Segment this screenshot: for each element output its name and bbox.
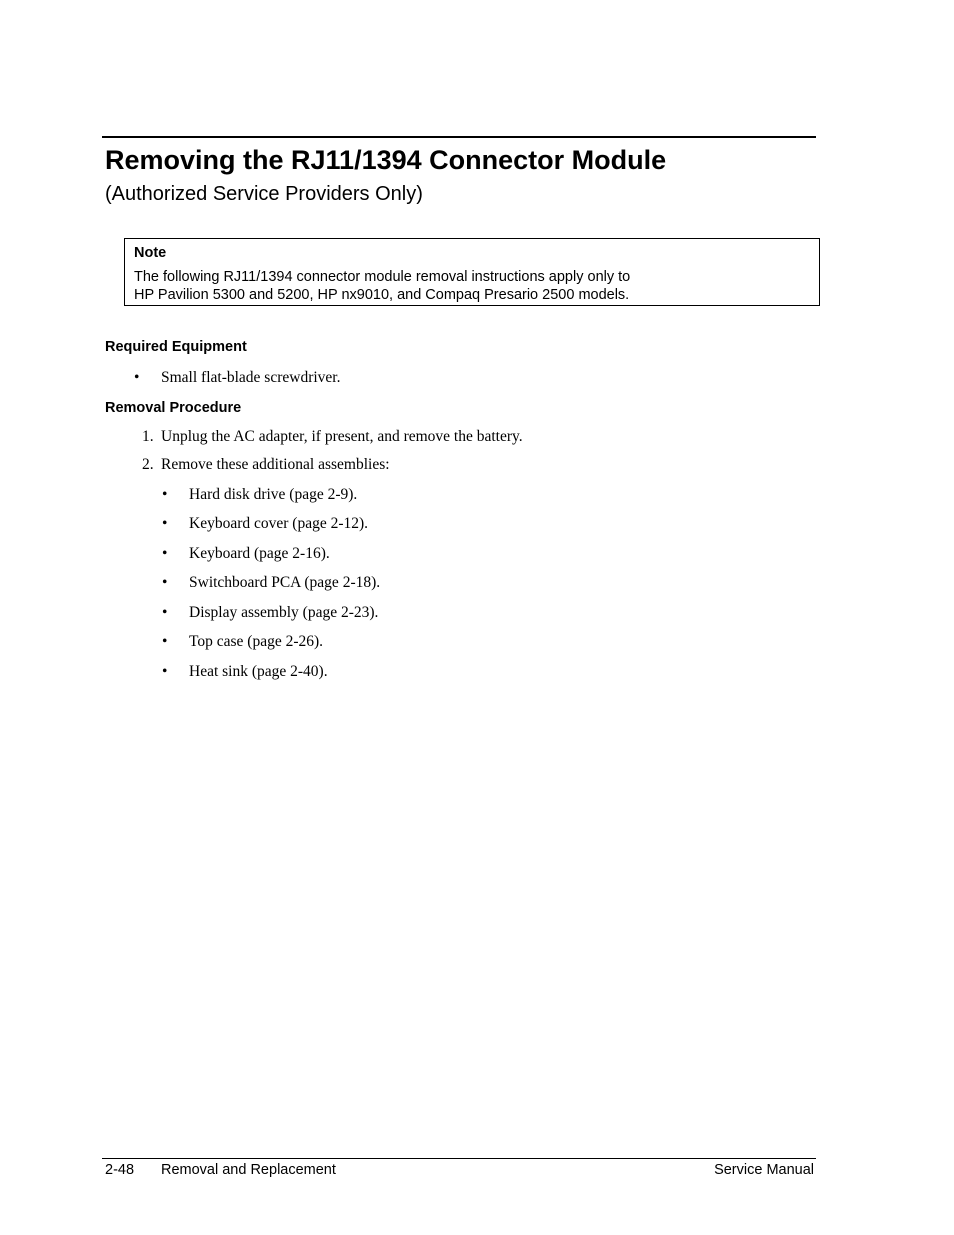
footer-section: Removal and Replacement bbox=[161, 1162, 336, 1178]
bullet-icon: • bbox=[162, 486, 168, 503]
bullet-icon: • bbox=[162, 663, 168, 680]
step-number: 2. bbox=[142, 456, 154, 473]
page-title: Removing the RJ11/1394 Connector Module bbox=[105, 145, 667, 175]
note-heading: Note bbox=[134, 245, 167, 261]
note-text-line: HP Pavilion 5300 and 5200, HP nx9010, and Compaq Presario 2500 models. bbox=[134, 287, 630, 303]
bullet-icon: • bbox=[162, 604, 168, 621]
footer-page-number: 2-48 bbox=[105, 1162, 135, 1178]
assembly-item: Keyboard (page 2-16). bbox=[189, 545, 330, 562]
bullet-icon: • bbox=[162, 574, 168, 591]
page-subtitle: (Authorized Service Providers Only) bbox=[105, 183, 423, 205]
note-box bbox=[124, 238, 820, 306]
step-text: Remove these additional assemblies: bbox=[161, 456, 390, 473]
assembly-item: Display assembly (page 2-23). bbox=[189, 604, 379, 621]
assembly-item: Keyboard cover (page 2-12). bbox=[189, 515, 369, 532]
assembly-item: Heat sink (page 2-40). bbox=[189, 663, 328, 680]
footer-rule bbox=[102, 1158, 816, 1159]
assembly-item: Switchboard PCA (page 2-18). bbox=[189, 574, 381, 591]
step-number: 1. bbox=[142, 428, 154, 445]
step-text: Unplug the AC adapter, if present, and remove the battery. bbox=[161, 428, 523, 445]
header-rule bbox=[102, 136, 816, 138]
note-text-line: The following RJ11/1394 connector module removal instructions apply only to bbox=[134, 269, 631, 285]
removal-procedure-heading: Removal Procedure bbox=[105, 400, 242, 416]
required-equipment-heading: Required Equipment bbox=[105, 339, 247, 355]
bullet-icon: • bbox=[162, 633, 168, 650]
footer-manual-title: Service Manual bbox=[714, 1162, 814, 1178]
equipment-item: Small flat-blade screwdriver. bbox=[161, 369, 341, 386]
assembly-item: Hard disk drive (page 2-9). bbox=[189, 486, 358, 503]
bullet-icon: • bbox=[162, 545, 168, 562]
assembly-item: Top case (page 2-26). bbox=[189, 633, 324, 650]
bullet-icon: • bbox=[162, 515, 168, 532]
bullet-icon: • bbox=[134, 369, 140, 386]
